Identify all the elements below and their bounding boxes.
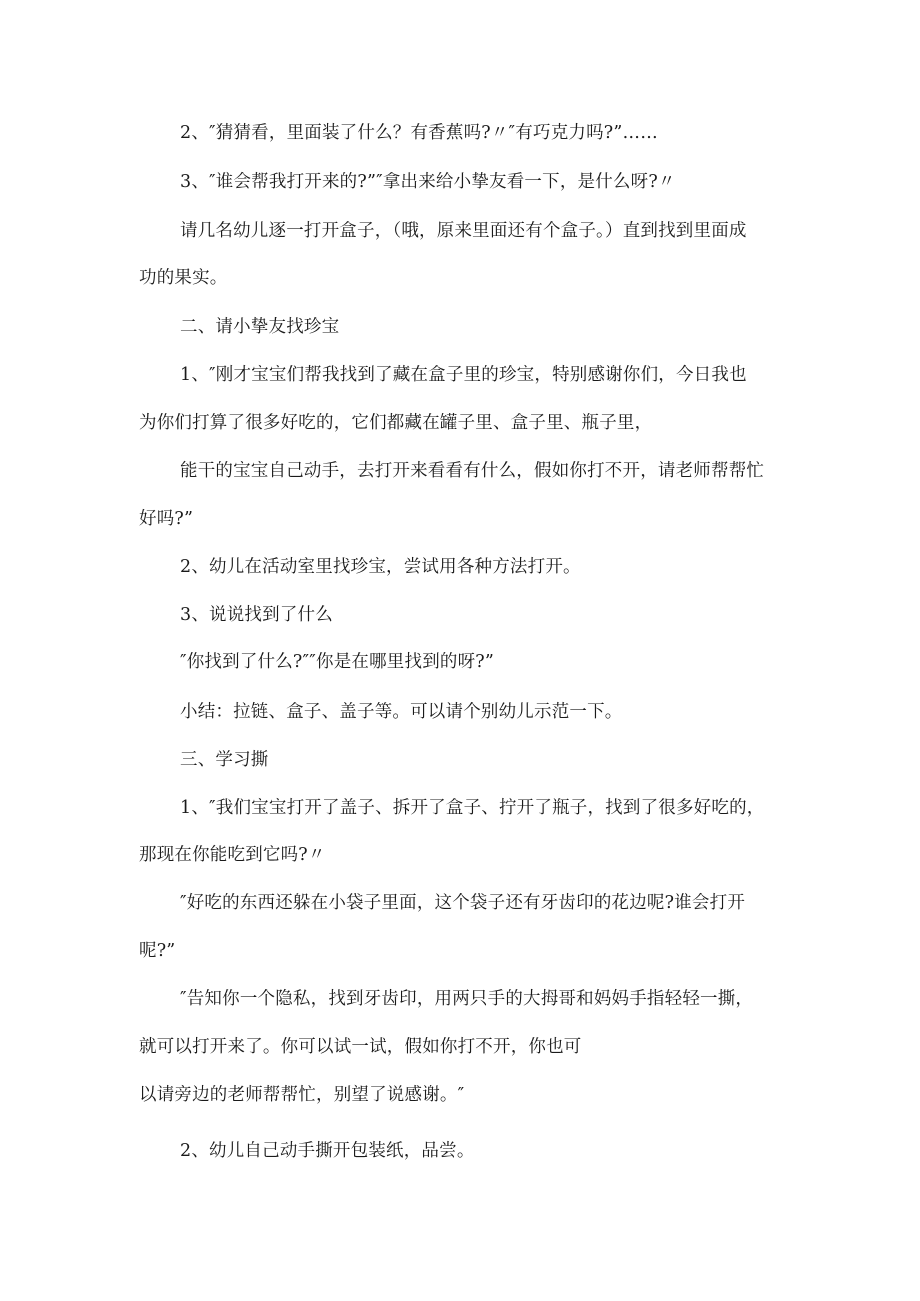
section-heading: 二、请小挚友找珍宝 [180,317,340,337]
text-line: 1、″刚才宝宝们帮我找到了藏在盒子里的珍宝，特别感谢你们，今日我也 [180,365,747,385]
text-line: 呢?” [139,941,176,961]
text-line: 就可以打开来了。你可以试一试，假如你打不开，你也可 [139,1037,582,1057]
text-line: ″告知你一个隐私，找到牙齿印，用两只手的大拇哥和妈妈手指轻轻一撕， [180,989,754,1009]
text-line: 那现在你能吃到它吗?〃 [139,845,326,865]
section-heading: 三、学习撕 [180,750,269,770]
text-line: ″好吃的东西还躲在小袋子里面，这个袋子还有牙齿印的花边呢?谁会打开 [180,893,746,913]
text-line: 1、″我们宝宝打开了盖子、拆开了盒子、拧开了瓶子，找到了很多好吃的， [180,798,765,818]
text-line: 好吗?” [139,509,194,529]
text-line: 为你们打算了很多好吃的，它们都藏在罐子里、盒子里、瓶子里， [139,413,653,433]
text-line: ″你找到了什么?″″你是在哪里找到的呀?” [180,652,495,672]
text-line: 2、幼儿在活动室里找珍宝，尝试用各种方法打开。 [180,557,581,577]
text-line: 功的果实。 [139,268,228,288]
text-line: 小结：拉链、盒子、盖子等。可以请个别幼儿示范一下。 [180,702,623,722]
text-line: 3、说说找到了什么 [180,605,333,625]
text-line: 以请旁边的老师帮帮忙，别望了说感谢。″ [139,1085,465,1105]
text-line: 能干的宝宝自己动手，去打开来看看有什么，假如你打不开，请老师帮帮忙 [180,461,765,481]
text-line: 2、幼儿自己动手撕开包装纸，品尝。 [180,1141,475,1161]
text-line: 2、″猜猜看，里面装了什么？有香蕉吗?〃″有巧克力吗?”…… [180,123,658,143]
text-line: 请几名幼儿逐一打开盒子，（哦，原来里面还有个盒子。）直到找到里面成 [180,221,747,241]
text-line: 3、″谁会帮我打开来的?”″拿出来给小挚友看一下，是什么呀?〃 [180,172,676,192]
